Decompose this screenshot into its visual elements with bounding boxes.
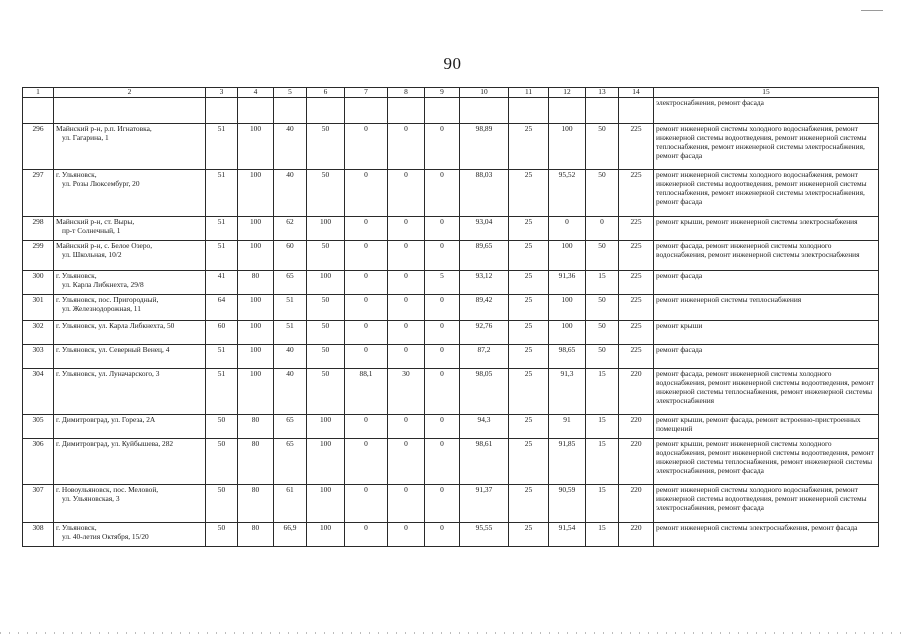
value-cell-col-4: 80 [238,438,274,484]
row-number: 296 [23,123,54,169]
value-cell-col-11: 25 [509,240,549,270]
value-cell-col-10: 98,61 [460,438,509,484]
address-line: ул. Гагарина, 1 [62,132,109,142]
value-cell-col-14: 220 [619,414,654,438]
value-cell-col-11: 25 [509,368,549,414]
value-cell-col-12: 100 [549,123,586,169]
value-cell-col-3: 50 [206,414,238,438]
address-cell [54,414,206,438]
value-cell-col-7: 0 [345,344,388,368]
address-line: ул. Школьная, 10/2 [62,249,122,259]
value-cell-col-4: 100 [238,320,274,344]
repair-works-cell: электроснабжения, ремонт фасада [654,97,879,123]
row-number: 301 [23,294,54,320]
value-cell-col-3: 51 [206,216,238,240]
address-line: Майнский р-н, ст. Выры, [56,216,135,226]
value-cell-col-4: 100 [238,368,274,414]
value-cell-col-14: 225 [619,216,654,240]
value-cell-col-8: 0 [388,414,425,438]
value-cell-col-8: 0 [388,123,425,169]
address-line: ул. 40-летия Октября, 15/20 [62,531,149,541]
page-number: 90 [443,54,462,73]
value-cell-col-3: 51 [206,240,238,270]
row-number: 304 [23,368,54,414]
register-table [22,87,879,547]
value-cell-col-7: 0 [345,270,388,294]
address-cell [54,522,206,546]
value-cell-col-5: 40 [274,344,307,368]
value-cell-col-11: 25 [509,216,549,240]
value-cell-col-10: 95,55 [460,522,509,546]
value-cell-col-12: 91 [549,414,586,438]
value-cell-col-12: 0 [549,216,586,240]
value-cell-col-13: 15 [586,484,619,522]
value-cell-col-9: 0 [425,414,460,438]
value-cell-col-3: 60 [206,320,238,344]
address-line: г. Ульяновск, [56,522,97,532]
row-number: 302 [23,320,54,344]
value-cell-col-12: 91,54 [549,522,586,546]
address-line: ул. Железнодорожная, 11 [62,303,141,313]
value-cell-col-12: 98,65 [549,344,586,368]
value-cell-col-11: 25 [509,123,549,169]
column-header-10: 10 [460,88,509,98]
value-cell-col-7: 0 [345,522,388,546]
value-cell-col-10: 89,42 [460,294,509,320]
value-cell-col-8: 0 [388,270,425,294]
value-cell-col-13: 0 [586,216,619,240]
address-line: г. Ульяновск, ул. Карла Либкнехта, 50 [56,320,175,330]
scan-noise [0,632,905,634]
value-cell-col-10: 92,76 [460,320,509,344]
value-cell-col-8: 0 [388,320,425,344]
value-cell-col-6: 50 [307,320,345,344]
value-cell-col-8: 30 [388,368,425,414]
table-row [23,216,879,240]
repair-works-cell: ремонт крыши, ремонт инженерной системы электроснабжения [654,216,879,240]
repair-works-cell: ремонт крыши, ремонт фасада, ремонт встроенно-пристроенных помещений [654,414,879,438]
value-cell-col-9: 0 [425,240,460,270]
value-cell-col-14: 220 [619,522,654,546]
row-number: 300 [23,270,54,294]
value-cell-col-8 [388,97,425,123]
value-cell-col-10: 93,04 [460,216,509,240]
value-cell-col-11: 25 [509,270,549,294]
value-cell-col-3: 50 [206,522,238,546]
value-cell-col-13: 15 [586,522,619,546]
value-cell-col-7: 0 [345,414,388,438]
value-cell-col-3: 51 [206,169,238,216]
address-line: пр-т Солнечный, 1 [62,225,121,235]
value-cell-col-6: 50 [307,344,345,368]
value-cell-col-9: 0 [425,216,460,240]
value-cell-col-11: 25 [509,414,549,438]
address-line: г. Ульяновск, ул. Северный Венец, 4 [56,344,170,354]
value-cell-col-10: 98,05 [460,368,509,414]
value-cell-col-9: 0 [425,320,460,344]
value-cell-col-7: 0 [345,484,388,522]
address-cell [54,270,206,294]
address-cell [54,320,206,344]
value-cell-col-9: 0 [425,344,460,368]
address-cell [54,169,206,216]
table-row [23,368,879,414]
value-cell-col-3: 64 [206,294,238,320]
value-cell-col-12: 90,59 [549,484,586,522]
value-cell-col-14: 225 [619,123,654,169]
value-cell-col-12: 95,52 [549,169,586,216]
value-cell-col-5: 51 [274,294,307,320]
value-cell-col-5: 40 [274,123,307,169]
value-cell-col-6: 100 [307,438,345,484]
value-cell-col-14: 225 [619,344,654,368]
repair-works-cell: ремонт фасада, ремонт инженерной системы холодного водоснабжения, ремонт инженерной системы водоотведения, ремонт инженерной системы теплоснабжения, ремонт инженерной системы электроснабжения [654,368,879,414]
value-cell-col-6: 100 [307,484,345,522]
repair-works-cell: ремонт крыши, ремонт инженерной системы холодного водоснабжения, ремонт инженерной системы водоотведения, ремонт инженерной системы теплоснабжения, ремонт инженерной системы электроснабжения, ремонт фасада [654,438,879,484]
address-cell [54,294,206,320]
value-cell-col-3: 41 [206,270,238,294]
value-cell-col-12: 91,85 [549,438,586,484]
value-cell-col-9: 0 [425,123,460,169]
value-cell-col-7 [345,97,388,123]
table-row [23,294,879,320]
column-header-6: 6 [307,88,345,98]
column-header-12: 12 [549,88,586,98]
address-line: Майнский р-н, р.п. Игнатовка, [56,123,152,133]
repair-works-cell: ремонт фасада [654,344,879,368]
value-cell-col-14: 225 [619,320,654,344]
value-cell-col-4: 100 [238,294,274,320]
value-cell-col-12: 100 [549,240,586,270]
repair-works-cell: ремонт инженерной системы холодного водоснабжения, ремонт инженерной системы водоотведения, ремонт инженерной системы теплоснабжения, ремонт инженерной системы электроснабжения, ремонт фасада [654,123,879,169]
value-cell-col-10 [460,97,509,123]
table-row [23,484,879,522]
address-cell [54,216,206,240]
value-cell-col-10: 94,3 [460,414,509,438]
address-line: Майнский р-н, с. Белое Озеро, [56,240,153,250]
repair-works-cell: ремонт инженерной системы холодного водоснабжения, ремонт инженерной системы водоотведения, ремонт инженерной системы теплоснабжения, ремонт инженерной системы электроснабжения, ремонт фасада [654,169,879,216]
row-number: 307 [23,484,54,522]
value-cell-col-7: 0 [345,123,388,169]
value-cell-col-6: 100 [307,522,345,546]
value-cell-col-6: 50 [307,294,345,320]
column-header-5: 5 [274,88,307,98]
column-header-11: 11 [509,88,549,98]
value-cell-col-14 [619,97,654,123]
value-cell-col-4: 80 [238,414,274,438]
value-cell-col-3: 50 [206,484,238,522]
value-cell-col-13: 15 [586,414,619,438]
value-cell-col-13: 15 [586,368,619,414]
column-header-3: 3 [206,88,238,98]
value-cell-col-4: 100 [238,169,274,216]
value-cell-col-10: 98,89 [460,123,509,169]
table-row [23,438,879,484]
address-cell [54,123,206,169]
address-line: ул. Розы Люксембург, 20 [62,178,140,188]
value-cell-col-14: 220 [619,438,654,484]
value-cell-col-8: 0 [388,522,425,546]
column-header-7: 7 [345,88,388,98]
address-line: г. Новоульяновск, пос. Меловой, [56,484,159,494]
table-row [23,344,879,368]
row-number: 306 [23,438,54,484]
value-cell-col-10: 91,37 [460,484,509,522]
value-cell-col-10: 87,2 [460,344,509,368]
row-number: 305 [23,414,54,438]
value-cell-col-7: 0 [345,438,388,484]
value-cell-col-12: 91,3 [549,368,586,414]
value-cell-col-11: 25 [509,294,549,320]
value-cell-col-14: 225 [619,169,654,216]
value-cell-col-13: 50 [586,240,619,270]
value-cell-col-3: 51 [206,344,238,368]
table-row [23,240,879,270]
value-cell-col-13: 50 [586,169,619,216]
address-line: г. Димитровград, ул. Куйбышева, 282 [56,438,174,448]
value-cell-col-4: 100 [238,344,274,368]
value-cell-col-14: 225 [619,270,654,294]
row-number: 308 [23,522,54,546]
column-header-4: 4 [238,88,274,98]
value-cell-col-3 [206,97,238,123]
value-cell-col-4: 100 [238,240,274,270]
address-line: г. Димитровград, ул. Гореза, 2А [56,414,156,424]
value-cell-col-4: 80 [238,270,274,294]
value-cell-col-5: 40 [274,169,307,216]
address-cell [54,484,206,522]
value-cell-col-8: 0 [388,438,425,484]
value-cell-col-6: 50 [307,368,345,414]
value-cell-col-8: 0 [388,484,425,522]
table-row [23,320,879,344]
value-cell-col-7: 0 [345,169,388,216]
value-cell-col-11: 25 [509,320,549,344]
address-line: г. Ульяновск, пос. Пригородный, [56,294,159,304]
value-cell-col-13: 15 [586,270,619,294]
value-cell-col-9: 0 [425,169,460,216]
value-cell-col-6: 100 [307,414,345,438]
table-row [23,123,879,169]
row-number: 303 [23,344,54,368]
value-cell-col-6: 100 [307,216,345,240]
value-cell-col-5: 60 [274,240,307,270]
value-cell-col-9: 0 [425,484,460,522]
value-cell-col-6: 100 [307,270,345,294]
value-cell-col-5: 61 [274,484,307,522]
value-cell-col-12: 100 [549,294,586,320]
value-cell-col-11: 25 [509,522,549,546]
repair-works-cell: ремонт крыши [654,320,879,344]
value-cell-col-5: 51 [274,320,307,344]
value-cell-col-5: 66,9 [274,522,307,546]
address-line: ул. Карла Либкнехта, 29/8 [62,279,144,289]
repair-works-cell: ремонт фасада [654,270,879,294]
value-cell-col-4: 80 [238,522,274,546]
value-cell-col-9: 5 [425,270,460,294]
value-cell-col-14: 220 [619,368,654,414]
table-row [23,522,879,546]
value-cell-col-14: 225 [619,294,654,320]
value-cell-col-13: 50 [586,320,619,344]
table-body [23,97,879,546]
value-cell-col-8: 0 [388,216,425,240]
value-cell-col-4 [238,97,274,123]
row-number: 298 [23,216,54,240]
value-cell-col-10: 88,03 [460,169,509,216]
column-header-14: 14 [619,88,654,98]
value-cell-col-8: 0 [388,240,425,270]
repair-works-cell: ремонт инженерной системы холодного водоснабжения, ремонт инженерной системы водоотведения, ремонт инженерной системы электроснабжения, ремонт фасада [654,484,879,522]
address-cell [54,368,206,414]
scan-mark [861,10,883,11]
table-row [23,414,879,438]
row-number: 297 [23,169,54,216]
repair-works-cell: ремонт фасада, ремонт инженерной системы холодного водоснабжения, ремонт инженерной системы электроснабжения [654,240,879,270]
value-cell-col-14: 225 [619,240,654,270]
column-header-9: 9 [425,88,460,98]
address-cell [54,344,206,368]
value-cell-col-12: 91,36 [549,270,586,294]
address-line: ул. Ульяновская, 3 [62,493,120,503]
value-cell-col-9: 0 [425,368,460,414]
value-cell-col-11: 25 [509,344,549,368]
value-cell-col-9: 0 [425,294,460,320]
value-cell-col-10: 93,12 [460,270,509,294]
value-cell-col-4: 100 [238,123,274,169]
column-header-13: 13 [586,88,619,98]
value-cell-col-11: 25 [509,484,549,522]
value-cell-col-5: 65 [274,414,307,438]
value-cell-col-7: 0 [345,320,388,344]
value-cell-col-9: 0 [425,438,460,484]
value-cell-col-5: 40 [274,368,307,414]
value-cell-col-3: 50 [206,438,238,484]
value-cell-col-7: 0 [345,294,388,320]
value-cell-col-5: 65 [274,438,307,484]
column-header-2: 2 [54,88,206,98]
value-cell-col-5: 62 [274,216,307,240]
value-cell-col-13 [586,97,619,123]
value-cell-col-7: 88,1 [345,368,388,414]
value-cell-col-8: 0 [388,169,425,216]
table-row [23,270,879,294]
value-cell-col-12: 100 [549,320,586,344]
column-header-15: 15 [654,88,879,98]
column-number-row [23,88,879,98]
repair-works-cell: ремонт инженерной системы теплоснабжения [654,294,879,320]
value-cell-col-5: 65 [274,270,307,294]
value-cell-col-13: 50 [586,123,619,169]
value-cell-col-4: 80 [238,484,274,522]
value-cell-col-6 [307,97,345,123]
value-cell-col-3: 51 [206,123,238,169]
address-line: г. Ульяновск, [56,270,97,280]
table-row [23,169,879,216]
value-cell-col-10: 89,65 [460,240,509,270]
value-cell-col-13: 15 [586,438,619,484]
value-cell-col-6: 50 [307,169,345,216]
value-cell-col-7: 0 [345,216,388,240]
table-row [23,97,879,123]
address-cell [54,240,206,270]
value-cell-col-5 [274,97,307,123]
column-header-8: 8 [388,88,425,98]
address-cell [54,438,206,484]
address-line: г. Ульяновск, [56,169,97,179]
value-cell-col-3: 51 [206,368,238,414]
value-cell-col-7: 0 [345,240,388,270]
value-cell-col-11 [509,97,549,123]
value-cell-col-6: 50 [307,240,345,270]
value-cell-col-6: 50 [307,123,345,169]
row-number: 299 [23,240,54,270]
value-cell-col-8: 0 [388,344,425,368]
value-cell-col-8: 0 [388,294,425,320]
value-cell-col-13: 50 [586,344,619,368]
value-cell-col-9 [425,97,460,123]
address-cell [54,97,206,123]
repair-works-cell: ремонт инженерной системы электроснабжения, ремонт фасада [654,522,879,546]
value-cell-col-4: 100 [238,216,274,240]
value-cell-col-12 [549,97,586,123]
column-header-1: 1 [23,88,54,98]
row-number [23,97,54,123]
value-cell-col-13: 50 [586,294,619,320]
value-cell-col-11: 25 [509,169,549,216]
value-cell-col-14: 220 [619,484,654,522]
value-cell-col-9: 0 [425,522,460,546]
value-cell-col-11: 25 [509,438,549,484]
address-line: г. Ульяновск, ул. Луначарского, 3 [56,368,160,378]
